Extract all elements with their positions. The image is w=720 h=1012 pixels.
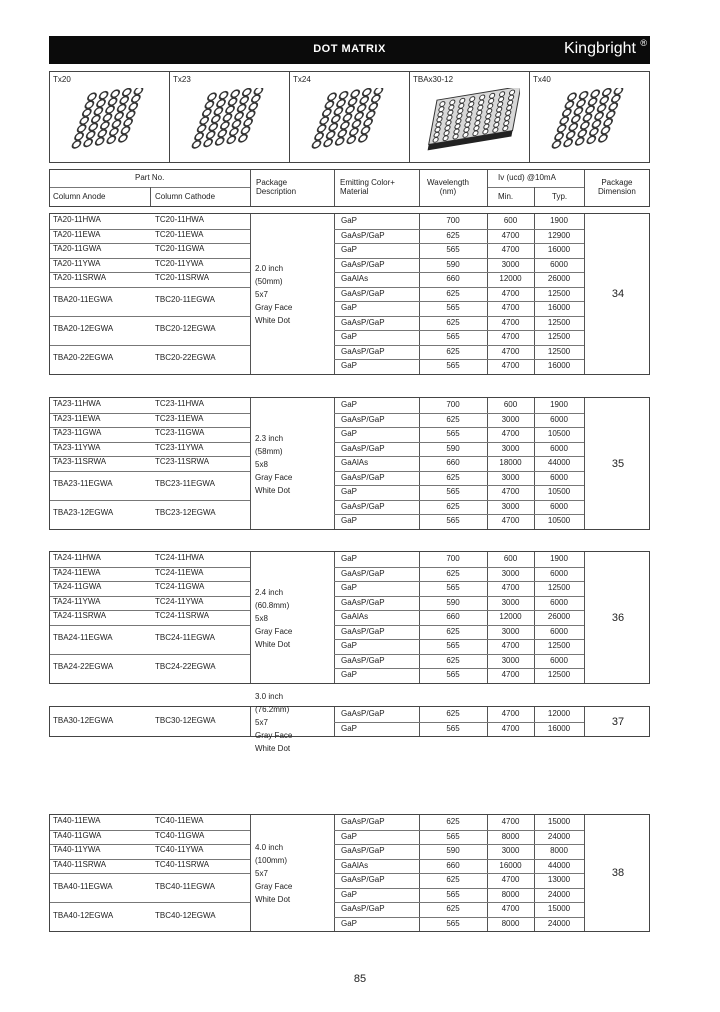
product-picture-cell [50, 72, 170, 162]
part-anode: TBA40-11EGWA [53, 881, 113, 891]
iv-typ-value: 10500 [547, 487, 571, 496]
wavelength-value: 565 [446, 487, 460, 496]
iv-typ-value: 24000 [547, 918, 571, 928]
iv-typ-value: 12500 [547, 641, 571, 650]
part-anode: TA24-11SRWA [53, 611, 107, 621]
brand-mark: ® [640, 38, 647, 48]
part-anode: TA24-11GWA [53, 582, 102, 592]
part-cathode: TC24-11HWA [155, 553, 204, 563]
wavelength-value: 625 [446, 317, 460, 327]
wavelength-value: 565 [446, 516, 460, 525]
emitting-material: GaAsP/GaP [341, 626, 385, 636]
part-anode: TBA24-22EGWA [53, 662, 114, 671]
wavelength-value: 625 [446, 230, 460, 240]
part-cathode: TC23-11GWA [155, 428, 205, 438]
package-description: 2.0 inch (50mm) 5x7 Gray Face White Dot [255, 264, 293, 325]
emitting-material: GaP [341, 641, 358, 650]
iv-typ-value: 10500 [547, 516, 571, 525]
iv-min-value: 3000 [501, 414, 520, 424]
iv-typ-value: 44000 [547, 860, 571, 870]
dot-matrix-image [540, 88, 640, 158]
emitting-material: GaP [341, 361, 358, 370]
part-cathode: TC40-11SRWA [155, 859, 210, 869]
wavelength-value: 660 [446, 860, 460, 870]
part-cathode: TC40-11GWA [155, 830, 205, 840]
wavelength-value: 625 [446, 875, 460, 884]
package-dimension: 34 [611, 288, 625, 300]
part-cathode: TC23-11EWA [155, 413, 204, 423]
part-cathode: TC40-11YWA [155, 845, 204, 855]
iv-min-value: 3000 [501, 259, 520, 269]
iv-min-value: 4700 [501, 361, 520, 370]
iv-min-value: 12000 [499, 274, 522, 283]
package-description: 2.3 inch (58mm) 5x8 Gray Face White Dot [255, 433, 293, 495]
emitting-material: GaP [341, 400, 358, 409]
part-cathode: TC24-11GWA [155, 582, 205, 592]
part-anode: TBA40-12EGWA [53, 910, 114, 920]
emitting-material: GaP [341, 918, 358, 928]
emitting-material: GaAsP/GaP [341, 568, 385, 578]
part-cathode: TC24-11SRWA [155, 611, 210, 621]
emitting-material: GaP [341, 245, 358, 254]
iv-min-value: 16000 [499, 860, 522, 870]
emitting-material: GaAsP/GaP [341, 259, 385, 269]
part-anode: TBA20-11EGWA [53, 295, 113, 304]
emitting-material: GaP [341, 723, 358, 733]
part-anode: TA23-11HWA [53, 399, 101, 409]
page-title: DOT MATRIX [313, 43, 386, 55]
iv-typ-value: 24000 [547, 831, 571, 841]
iv-typ-value: 44000 [547, 458, 571, 467]
wavelength-value: 565 [446, 429, 460, 438]
part-anode: TA20-11HWA [53, 215, 101, 225]
part-anode: TBA20-12EGWA [53, 324, 114, 333]
part-anode: TA40-11YWA [53, 845, 101, 855]
product-block [49, 213, 650, 375]
iv-min-value: 3000 [501, 501, 520, 511]
wavelength-value: 565 [446, 332, 460, 341]
iv-min-value: 12000 [499, 612, 522, 621]
iv-min-value: 600 [503, 554, 518, 563]
part-cathode: TC23-11YWA [155, 442, 204, 452]
iv-typ-value: 6000 [550, 597, 568, 607]
wavelength-value: 625 [446, 346, 460, 356]
wavelength-value: 565 [446, 583, 460, 592]
iv-min-value: 4700 [501, 875, 520, 884]
iv-typ-value: 8000 [550, 846, 568, 855]
part-anode: TA20-11YWA [53, 258, 101, 268]
header-emitting-color: Emitting Color+ Material [340, 178, 395, 196]
part-cathode: TC20-11SRWA [155, 273, 210, 283]
iv-typ-value: 1900 [550, 216, 568, 225]
part-cathode: TBC23-12EGWA [155, 508, 216, 517]
part-cathode: TBC24-22EGWA [155, 662, 216, 671]
dot-matrix-image [60, 88, 160, 158]
part-anode: TA24-11EWA [53, 567, 101, 577]
wavelength-value: 700 [446, 216, 460, 225]
iv-min-value: 4700 [501, 904, 520, 913]
dot-matrix-image [180, 88, 280, 158]
iv-typ-value: 12500 [547, 583, 571, 592]
wavelength-value: 625 [446, 904, 460, 913]
emitting-material: GaP [341, 516, 358, 525]
product-block [49, 691, 650, 753]
emitting-material: GaAlAs [341, 860, 369, 870]
iv-min-value: 4700 [501, 245, 520, 254]
iv-typ-value: 13000 [547, 875, 571, 884]
product-picture-cell [170, 72, 290, 162]
emitting-material: GaP [341, 889, 358, 899]
emitting-material: GaAsP/GaP [341, 472, 385, 482]
part-cathode: TBC20-12EGWA [155, 324, 216, 333]
iv-min-value: 4700 [501, 487, 520, 496]
emitting-material: GaAlAs [341, 458, 369, 467]
iv-min-value: 3000 [501, 655, 520, 665]
emitting-material: GaAlAs [341, 612, 369, 621]
part-cathode: TC20-11HWA [155, 215, 204, 225]
part-anode: TBA23-12EGWA [53, 508, 114, 517]
iv-min-value: 4700 [501, 288, 520, 298]
part-anode: TA23-11SRWA [53, 457, 107, 467]
iv-typ-value: 15000 [547, 904, 571, 913]
picture-label: Tx23 [173, 75, 191, 84]
iv-min-value: 4700 [501, 429, 520, 438]
header-min: Min. [498, 192, 514, 201]
iv-min-value: 3000 [501, 472, 520, 482]
emitting-material: GaP [341, 583, 358, 592]
iv-typ-value: 12500 [547, 288, 571, 298]
emitting-material: GaP [341, 216, 358, 225]
iv-min-value: 4700 [501, 516, 520, 525]
iv-min-value: 4700 [501, 709, 520, 718]
part-anode: TA40-11EWA [53, 816, 101, 826]
emitting-material: GaAsP/GaP [341, 709, 385, 718]
iv-min-value: 4700 [501, 583, 520, 592]
iv-typ-value: 10500 [547, 429, 571, 438]
emitting-material: GaP [341, 670, 358, 679]
brand-logo: Kingbright [563, 40, 636, 57]
emitting-material: GaAsP/GaP [341, 443, 385, 453]
part-anode: TA40-11SRWA [53, 859, 107, 869]
wavelength-value: 660 [446, 612, 460, 621]
iv-typ-value: 12500 [547, 317, 571, 327]
part-anode: TA20-11SRWA [53, 273, 107, 283]
part-cathode: TBC40-12EGWA [155, 910, 216, 920]
emitting-material: GaP [341, 332, 358, 341]
wavelength-value: 565 [446, 670, 460, 679]
iv-min-value: 4700 [501, 317, 520, 327]
wavelength-value: 625 [446, 626, 460, 636]
iv-typ-value: 6000 [550, 626, 568, 636]
package-description: 3.0 inch (76.2mm) 5x7 Gray Face White Dot [255, 691, 293, 753]
wavelength-value: 625 [446, 472, 460, 482]
part-anode: TA20-11GWA [53, 244, 102, 254]
package-dimension: 36 [611, 611, 625, 624]
part-anode: TBA30-12EGWA [53, 715, 114, 725]
iv-typ-value: 12000 [547, 709, 571, 718]
iv-min-value: 8000 [501, 889, 520, 899]
iv-min-value: 18000 [499, 458, 522, 467]
iv-min-value: 3000 [501, 626, 520, 636]
wavelength-value: 590 [446, 443, 460, 453]
iv-typ-value: 12500 [547, 346, 571, 356]
emitting-material: GaAsP/GaP [341, 230, 385, 240]
part-cathode: TC20-11GWA [155, 244, 205, 254]
table-header [49, 169, 650, 207]
header-typ: Typ. [552, 192, 568, 201]
iv-typ-value: 26000 [547, 612, 571, 621]
emitting-material: GaP [341, 487, 358, 496]
iv-typ-value: 16000 [547, 361, 571, 370]
wavelength-value: 625 [446, 288, 460, 298]
package-description: 4.0 inch (100mm) 5x7 Gray Face White Dot [255, 843, 293, 904]
emitting-material: GaAsP/GaP [341, 501, 385, 511]
part-cathode: TC20-11EWA [155, 229, 204, 239]
product-picture-cell [530, 72, 649, 162]
iv-min-value: 3000 [501, 597, 520, 607]
page-number: 85 [353, 973, 367, 985]
wavelength-value: 590 [446, 846, 460, 855]
wavelength-value: 625 [446, 655, 460, 665]
iv-typ-value: 12900 [547, 230, 571, 240]
wavelength-value: 565 [446, 831, 460, 841]
iv-typ-value: 24000 [547, 889, 571, 899]
iv-min-value: 4700 [501, 230, 520, 240]
picture-label: Tx20 [53, 75, 71, 84]
emitting-material: GaAsP/GaP [341, 414, 385, 424]
wavelength-value: 625 [446, 817, 460, 826]
wavelength-value: 660 [446, 458, 460, 467]
emitting-material: GaP [341, 554, 358, 563]
part-cathode: TC23-11HWA [155, 399, 204, 409]
package-dimension: 38 [611, 867, 625, 879]
iv-typ-value: 6000 [550, 443, 568, 453]
part-cathode: TBC40-11EGWA [155, 881, 216, 891]
iv-typ-value: 6000 [550, 259, 568, 269]
part-cathode: TC23-11SRWA [155, 457, 210, 467]
part-anode: TA23-11GWA [53, 428, 102, 438]
part-cathode: TBC20-22EGWA [155, 353, 216, 362]
header-package-dimension: Package Dimension [598, 178, 636, 196]
header-part-no: Part No. [135, 173, 165, 182]
header-column-cathode: Column Cathode [155, 192, 216, 201]
part-anode: TA20-11EWA [53, 229, 101, 239]
product-block [49, 814, 650, 932]
part-anode: TA24-11YWA [53, 596, 101, 606]
iv-typ-value: 6000 [550, 501, 568, 511]
picture-label: TBAx30-12 [413, 75, 454, 84]
iv-min-value: 4700 [501, 346, 520, 356]
header-column-anode: Column Anode [53, 192, 106, 201]
iv-typ-value: 16000 [547, 303, 571, 312]
package-description: 2.4 inch (60.8mm) 5x8 Gray Face White Dot [255, 587, 293, 649]
wavelength-value: 565 [446, 641, 460, 650]
part-cathode: TBC24-11EGWA [155, 633, 216, 642]
iv-typ-value: 1900 [550, 554, 568, 563]
iv-typ-value: 6000 [550, 655, 568, 665]
iv-typ-value: 1900 [550, 400, 568, 409]
wavelength-value: 700 [446, 400, 460, 409]
wavelength-value: 565 [446, 918, 460, 928]
emitting-material: GaP [341, 831, 358, 841]
wavelength-value: 625 [446, 568, 460, 578]
product-block [49, 397, 650, 530]
emitting-material: GaP [341, 429, 358, 438]
iv-typ-value: 6000 [550, 568, 568, 578]
iv-typ-value: 16000 [547, 723, 571, 733]
wavelength-value: 625 [446, 414, 460, 424]
wavelength-value: 565 [446, 889, 460, 899]
emitting-material: GaAsP/GaP [341, 346, 385, 356]
iv-min-value: 4700 [501, 670, 520, 679]
iv-min-value: 8000 [501, 831, 520, 841]
iv-typ-value: 26000 [547, 274, 571, 283]
part-anode: TA40-11GWA [53, 830, 102, 840]
iv-typ-value: 6000 [550, 472, 568, 482]
iv-typ-value: 6000 [550, 414, 568, 424]
emitting-material: GaAsP/GaP [341, 288, 385, 298]
wavelength-value: 700 [446, 554, 460, 563]
iv-min-value: 600 [503, 400, 518, 409]
part-cathode: TBC20-11EGWA [155, 295, 216, 304]
iv-min-value: 4700 [501, 303, 520, 312]
wavelength-value: 590 [446, 259, 460, 269]
header-wavelength: Wavelength (nm) [427, 178, 469, 196]
part-anode: TBA20-22EGWA [53, 353, 114, 362]
iv-min-value: 4700 [501, 641, 520, 650]
part-cathode: TC24-11EWA [155, 567, 204, 577]
header-iv: Iv (ucd) @10mA [498, 173, 556, 182]
wavelength-value: 565 [446, 303, 460, 312]
wavelength-value: 565 [446, 723, 460, 733]
wavelength-value: 625 [446, 709, 460, 718]
iv-typ-value: 16000 [547, 245, 571, 254]
header-package-description: Package Description [256, 178, 297, 196]
wavelength-value: 590 [446, 597, 460, 607]
part-cathode: TC24-11YWA [155, 596, 204, 606]
product-picture-cell [410, 72, 530, 162]
emitting-material: GaAsP/GaP [341, 817, 385, 826]
product-pictures [49, 71, 650, 163]
wavelength-value: 660 [446, 274, 460, 283]
iv-min-value: 8000 [501, 918, 520, 928]
part-anode: TBA24-11EGWA [53, 633, 113, 642]
iv-min-value: 600 [503, 216, 518, 225]
product-picture-cell [290, 72, 410, 162]
package-dimension: 37 [611, 715, 625, 728]
part-anode: TA24-11HWA [53, 553, 101, 563]
emitting-material: GaP [341, 303, 358, 312]
emitting-material: GaAsP/GaP [341, 875, 385, 884]
part-cathode: TBC23-11EGWA [155, 479, 216, 488]
picture-label: Tx24 [293, 75, 311, 84]
emitting-material: GaAsP/GaP [341, 597, 385, 607]
part-anode: TA23-11YWA [53, 442, 101, 452]
part-cathode: TBC30-12EGWA [155, 715, 216, 725]
iv-typ-value: 12500 [547, 670, 571, 679]
iv-min-value: 4700 [501, 723, 520, 733]
iv-min-value: 3000 [501, 846, 520, 855]
iv-min-value: 3000 [501, 568, 520, 578]
wavelength-value: 565 [446, 245, 460, 254]
part-cathode: TC20-11YWA [155, 258, 204, 268]
iv-typ-value: 15000 [547, 817, 571, 826]
emitting-material: GaAsP/GaP [341, 904, 385, 913]
part-anode: TA23-11EWA [53, 413, 101, 423]
wavelength-value: 565 [446, 361, 460, 370]
package-dimension: 35 [611, 457, 625, 470]
emitting-material: GaAsP/GaP [341, 846, 385, 855]
iv-min-value: 3000 [501, 443, 520, 453]
bar-display-image [420, 88, 520, 158]
part-anode: TBA23-11EGWA [53, 479, 113, 488]
product-block [49, 551, 650, 684]
emitting-material: GaAsP/GaP [341, 655, 385, 665]
iv-min-value: 4700 [501, 332, 520, 341]
part-cathode: TC40-11EWA [155, 816, 204, 826]
emitting-material: GaAlAs [341, 274, 369, 283]
iv-min-value: 4700 [501, 817, 520, 826]
picture-label: Tx40 [533, 75, 551, 84]
wavelength-value: 625 [446, 501, 460, 511]
header-bar [49, 36, 650, 64]
iv-typ-value: 12500 [547, 332, 571, 341]
emitting-material: GaAsP/GaP [341, 317, 385, 327]
dot-matrix-image [300, 88, 400, 158]
